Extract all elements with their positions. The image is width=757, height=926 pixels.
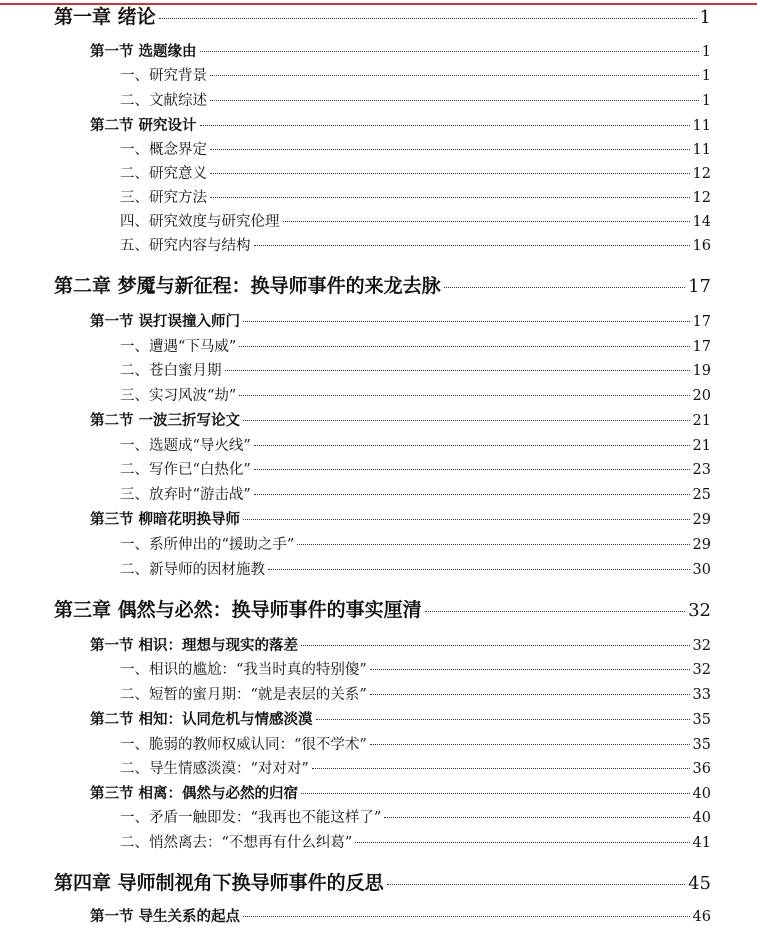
toc-section[interactable] xyxy=(90,40,711,61)
leader-dots xyxy=(210,173,690,174)
toc-page: 40 xyxy=(692,786,711,802)
toc-title: 二、苍白蜜月期 xyxy=(120,363,222,379)
leader-dots xyxy=(243,420,689,421)
toc-title: 一、相识的尴尬：“我当时真的特别傻” xyxy=(120,662,367,678)
leader-dots xyxy=(425,611,685,612)
toc-title: 二、短暂的蜜月期：“就是表层的关系” xyxy=(120,687,367,703)
toc-title: 第一节 导生关系的起点 xyxy=(90,909,241,925)
toc-section[interactable] xyxy=(90,409,711,430)
toc-subsection[interactable] xyxy=(120,210,711,231)
leader-dots xyxy=(243,916,689,917)
leader-dots xyxy=(283,221,690,222)
toc-title: 三、研究方法 xyxy=(120,190,207,206)
toc-subsection[interactable] xyxy=(120,558,711,579)
toc-page: 16 xyxy=(692,238,711,254)
toc-page: 29 xyxy=(692,512,711,528)
toc-title: 第三章 偶然与必然：换导师事件的事实厘清 xyxy=(54,599,422,621)
toc-section[interactable] xyxy=(90,114,711,135)
toc-subsection[interactable] xyxy=(120,434,711,455)
toc-section[interactable] xyxy=(90,634,711,655)
leader-dots xyxy=(301,793,690,794)
toc-title: 一、遭遇“下马威” xyxy=(120,339,237,355)
toc-subsection[interactable] xyxy=(120,483,711,504)
toc-page: 21 xyxy=(692,413,711,429)
toc-subsection[interactable] xyxy=(120,186,711,207)
leader-dots xyxy=(210,197,690,198)
toc-subsection[interactable] xyxy=(120,831,711,852)
toc-page: 21 xyxy=(692,438,711,454)
leader-dots xyxy=(159,18,697,19)
toc-title: 三、实习风波“劫” xyxy=(120,388,237,404)
toc-section[interactable] xyxy=(90,708,711,729)
toc-title: 二、悄然离去：“不想再有什么纠葛” xyxy=(120,835,353,851)
toc-page: 17 xyxy=(692,314,711,330)
toc-subsection[interactable] xyxy=(120,658,711,679)
toc-subsection[interactable] xyxy=(120,234,711,255)
toc-page: 45 xyxy=(688,873,711,894)
toc-title: 一、研究背景 xyxy=(120,68,207,84)
toc-page: 29 xyxy=(692,537,711,553)
toc-title: 二、文献综述 xyxy=(120,93,207,109)
leader-dots xyxy=(243,519,689,520)
toc-title: 第四章 导师制视角下换导师事件的反思 xyxy=(54,872,384,894)
leader-dots xyxy=(355,842,689,843)
toc-subsection[interactable] xyxy=(120,64,711,85)
toc-page: 1 xyxy=(701,93,711,109)
leader-dots xyxy=(239,395,689,396)
leader-dots xyxy=(225,370,690,371)
leader-dots xyxy=(210,100,699,101)
toc-title: 二、导生情感淡漠：“对对对” xyxy=(120,761,309,777)
toc-page: 33 xyxy=(692,687,711,703)
toc-page: 32 xyxy=(692,662,711,678)
toc-page: 30 xyxy=(692,562,711,578)
toc-title: 第一章 绪论 xyxy=(54,6,156,28)
toc-section[interactable] xyxy=(90,782,711,803)
leader-dots xyxy=(370,744,690,745)
toc-subsection[interactable] xyxy=(120,458,711,479)
toc-page: 23 xyxy=(692,462,711,478)
toc-title: 二、研究意义 xyxy=(120,166,207,182)
leader-dots xyxy=(370,694,690,695)
toc-subsection[interactable] xyxy=(120,683,711,704)
toc-title: 二、新导师的因材施教 xyxy=(120,562,265,578)
toc-chapter-2[interactable] xyxy=(54,271,711,298)
leader-dots xyxy=(297,544,689,545)
toc-title: 第三节 柳暗花明换导师 xyxy=(90,512,241,528)
toc-title: 第二节 相知：认同危机与情感淡漠 xyxy=(90,712,313,728)
leader-dots xyxy=(239,346,689,347)
toc-page: 1 xyxy=(701,68,711,84)
toc-subsection[interactable] xyxy=(120,359,711,380)
toc-title: 三、放弃时“游击战” xyxy=(120,487,251,503)
leader-dots xyxy=(210,149,690,150)
toc-page: 32 xyxy=(692,638,711,654)
leader-dots xyxy=(387,884,685,885)
leader-dots xyxy=(254,494,690,495)
leader-dots xyxy=(210,75,699,76)
toc-title: 一、脆弱的教师权威认同：“很不学术” xyxy=(120,737,367,753)
toc-title: 一、选题成“导火线” xyxy=(120,438,251,454)
toc-subsection[interactable] xyxy=(120,89,711,110)
toc-title: 一、矛盾一触即发：“我再也不能这样了” xyxy=(120,810,382,826)
toc-page: 17 xyxy=(692,339,711,355)
leader-dots xyxy=(254,445,690,446)
toc-subsection[interactable] xyxy=(120,384,711,405)
leader-dots xyxy=(316,719,690,720)
toc-chapter-4[interactable] xyxy=(54,868,711,895)
leader-dots xyxy=(444,287,685,288)
toc-title: 第三节 相离：偶然与必然的归宿 xyxy=(90,786,299,802)
toc-section[interactable] xyxy=(90,310,711,331)
toc-title: 一、概念界定 xyxy=(120,142,207,158)
toc-subsection[interactable] xyxy=(120,335,711,356)
toc-subsection[interactable] xyxy=(120,533,711,554)
leader-dots xyxy=(200,51,699,52)
toc-page: 20 xyxy=(692,388,711,404)
toc-title: 第二章 梦魇与新征程：换导师事件的来龙去脉 xyxy=(54,275,441,297)
toc-title: 第二节 一波三折写论文 xyxy=(90,413,241,429)
toc-page: 12 xyxy=(692,190,711,206)
toc-title: 一、系所伸出的“援助之手” xyxy=(120,537,295,553)
toc-page: 14 xyxy=(692,214,711,230)
toc-page: 32 xyxy=(688,600,711,621)
toc-section[interactable] xyxy=(90,905,711,926)
toc-title: 第一节 选题缘由 xyxy=(90,44,197,60)
toc-page: 1 xyxy=(701,44,711,60)
toc-subsection[interactable] xyxy=(120,806,711,827)
toc-page: 1 xyxy=(699,7,711,28)
leader-dots xyxy=(370,669,690,670)
leader-dots xyxy=(200,125,690,126)
toc-chapter-1[interactable] xyxy=(54,2,711,29)
toc-subsection[interactable] xyxy=(120,757,711,778)
toc-subsection[interactable] xyxy=(120,138,711,159)
toc-page: 41 xyxy=(692,835,711,851)
toc-page: 36 xyxy=(692,761,711,777)
leader-dots xyxy=(312,768,690,769)
toc-page: 25 xyxy=(692,487,711,503)
toc-page: 46 xyxy=(692,909,711,925)
toc-page: 11 xyxy=(692,142,711,158)
toc-title: 第二节 研究设计 xyxy=(90,118,197,134)
leader-dots xyxy=(384,817,689,818)
toc-chapter-3[interactable] xyxy=(54,595,711,622)
toc-subsection[interactable] xyxy=(120,162,711,183)
leader-dots xyxy=(254,245,690,246)
toc-title: 第一节 误打误撞入师门 xyxy=(90,314,241,330)
leader-dots xyxy=(243,321,689,322)
toc-page: 19 xyxy=(692,363,711,379)
leader-dots xyxy=(254,469,690,470)
toc-page: 35 xyxy=(692,712,711,728)
toc-title: 二、写作已“白热化” xyxy=(120,462,251,478)
toc-page: 11 xyxy=(692,118,711,134)
toc-title: 第一节 相识：理想与现实的落差 xyxy=(90,638,299,654)
leader-dots xyxy=(301,645,690,646)
toc-page: 17 xyxy=(688,276,711,297)
toc-title: 五、研究内容与结构 xyxy=(120,238,251,254)
toc-page: 35 xyxy=(692,737,711,753)
toc-page: 12 xyxy=(692,166,711,182)
toc-title: 四、研究效度与研究伦理 xyxy=(120,214,280,230)
toc-page: 40 xyxy=(692,810,711,826)
leader-dots xyxy=(268,569,690,570)
toc-section[interactable] xyxy=(90,508,711,529)
toc-subsection[interactable] xyxy=(120,733,711,754)
